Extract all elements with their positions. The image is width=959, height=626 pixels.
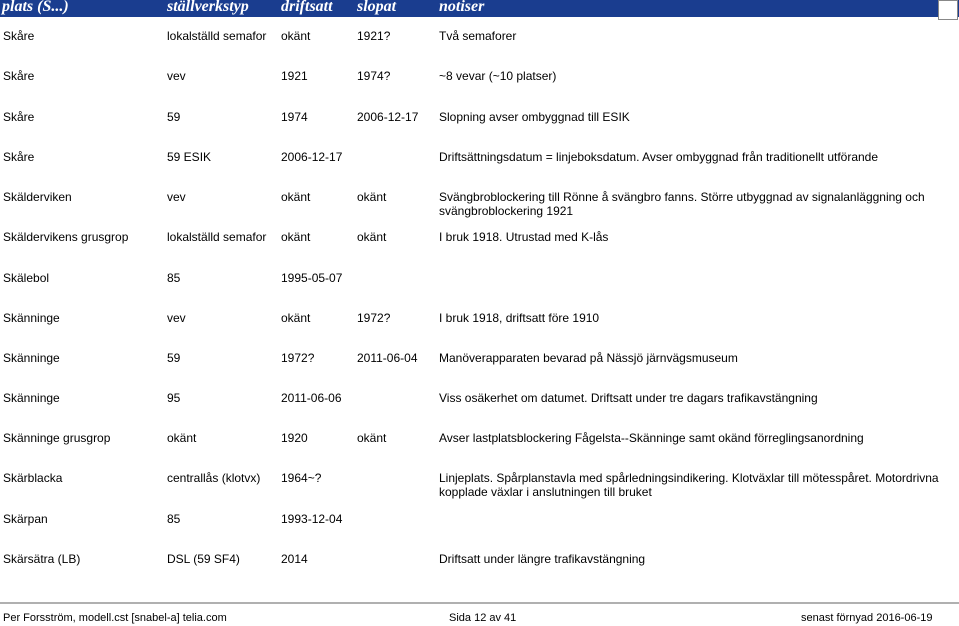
cell-out: 2006-12-17 bbox=[357, 110, 419, 124]
cell-place: Skärsätra (LB) bbox=[3, 552, 81, 566]
cell-in: okänt bbox=[281, 29, 311, 43]
cell-note: Driftsatt under längre trafikavstängning bbox=[439, 552, 646, 566]
cell-type: 59 bbox=[167, 110, 181, 124]
footer-divider bbox=[0, 602, 959, 604]
table-header bbox=[0, 0, 959, 17]
cell-type: 59 ESIK bbox=[167, 150, 212, 164]
cell-place: Skälderviken bbox=[3, 190, 72, 204]
cell-place: Skåre bbox=[3, 69, 35, 83]
cell-type: okänt bbox=[167, 431, 197, 445]
cell-in: okänt bbox=[281, 230, 311, 244]
cell-out: okänt bbox=[357, 230, 387, 244]
header-out: slopat bbox=[357, 0, 397, 15]
cell-type: 59 bbox=[167, 351, 181, 365]
cell-place: Skänninge bbox=[3, 311, 60, 325]
footer-page: Sida 12 av 41 bbox=[449, 612, 517, 624]
cell-in: 1995-05-07 bbox=[281, 271, 343, 285]
cell-place: Skänninge bbox=[3, 391, 60, 405]
cell-place: Skåre bbox=[3, 29, 35, 43]
cell-type: centrallås (klotvx) bbox=[167, 471, 261, 485]
cell-out: 1921? bbox=[357, 29, 391, 43]
cell-note: Slopning avser ombyggnad till ESIK bbox=[439, 110, 630, 124]
cell-place: Skälebol bbox=[3, 271, 50, 285]
cell-type: vev bbox=[167, 69, 186, 83]
cell-type: 95 bbox=[167, 391, 181, 405]
cell-note: Viss osäkerhet om datumet. Driftsatt under tre dagars trafikavstängning bbox=[439, 391, 818, 405]
cell-in: 1993-12-04 bbox=[281, 512, 343, 526]
cell-place: Skärblacka bbox=[3, 471, 63, 485]
cell-in: 2006-12-17 bbox=[281, 150, 343, 164]
footer-updated: senast förnyad 2016-06-19 bbox=[801, 612, 933, 624]
cell-note: Driftsättningsdatum = linjeboksdatum. Avser ombyggnad från traditionellt utförande bbox=[439, 150, 879, 164]
cell-place: Skärpan bbox=[3, 512, 48, 526]
cell-in: 1921 bbox=[281, 69, 308, 83]
cell-type: lokalställd semafor bbox=[167, 230, 267, 244]
cell-type: DSL (59 SF4) bbox=[167, 552, 240, 566]
cell-type: 85 bbox=[167, 512, 181, 526]
cell-out: okänt bbox=[357, 431, 387, 445]
cell-note: Avser lastplatsblockering Fågelsta--Skänninge samt okänd förreglingsanordning bbox=[439, 431, 864, 445]
cell-note: Två semaforer bbox=[439, 29, 517, 43]
cell-out: 1974? bbox=[357, 69, 391, 83]
corner-box bbox=[938, 0, 958, 20]
cell-out: 2011-06-04 bbox=[357, 351, 418, 365]
cell-in: okänt bbox=[281, 311, 311, 325]
cell-type: 85 bbox=[167, 271, 181, 285]
cell-place: Skänninge grusgrop bbox=[3, 431, 111, 445]
cell-in: okänt bbox=[281, 190, 311, 204]
header-place: plats (S...) bbox=[2, 0, 69, 15]
cell-in: 1964~? bbox=[281, 471, 322, 485]
header-note: notiser bbox=[439, 0, 485, 15]
footer-author: Per Forsström, modell.cst [snabel-a] telia.com bbox=[3, 612, 227, 624]
cell-type: vev bbox=[167, 190, 186, 204]
cell-note: Linjeplats. Spårplanstavla med spårledningsindikering. Klotväxlar till mötesspåret. Motordrivna kopplade växlar i anslutningen till bruket bbox=[439, 471, 939, 499]
cell-note: Svängbroblockering till Rönne å svängbro fanns. Större utbyggnad av signalanläggning och svängbroblockering 1921 bbox=[439, 190, 925, 218]
cell-place: Skåre bbox=[3, 110, 35, 124]
cell-note: I bruk 1918. Utrustad med K-lås bbox=[439, 230, 609, 244]
cell-note: I bruk 1918, driftsatt före 1910 bbox=[439, 311, 600, 325]
cell-out: 1972? bbox=[357, 311, 391, 325]
cell-place: Skåre bbox=[3, 150, 35, 164]
cell-place: Skänninge bbox=[3, 351, 60, 365]
cell-in: 2011-06-06 bbox=[281, 391, 342, 405]
cell-type: lokalställd semafor bbox=[167, 29, 267, 43]
header-in: driftsatt bbox=[281, 0, 333, 15]
cell-out: okänt bbox=[357, 190, 387, 204]
cell-in: 1972? bbox=[281, 351, 315, 365]
header-type: ställverkstyp bbox=[167, 0, 249, 15]
cell-in: 1974 bbox=[281, 110, 308, 124]
cell-type: vev bbox=[167, 311, 186, 325]
cell-in: 2014 bbox=[281, 552, 308, 566]
cell-note: ~8 vevar (~10 platser) bbox=[439, 69, 557, 83]
cell-place: Skäldervikens grusgrop bbox=[3, 230, 129, 244]
cell-in: 1920 bbox=[281, 431, 308, 445]
cell-note: Manöverapparaten bevarad på Nässjö järnvägsmuseum bbox=[439, 351, 738, 365]
